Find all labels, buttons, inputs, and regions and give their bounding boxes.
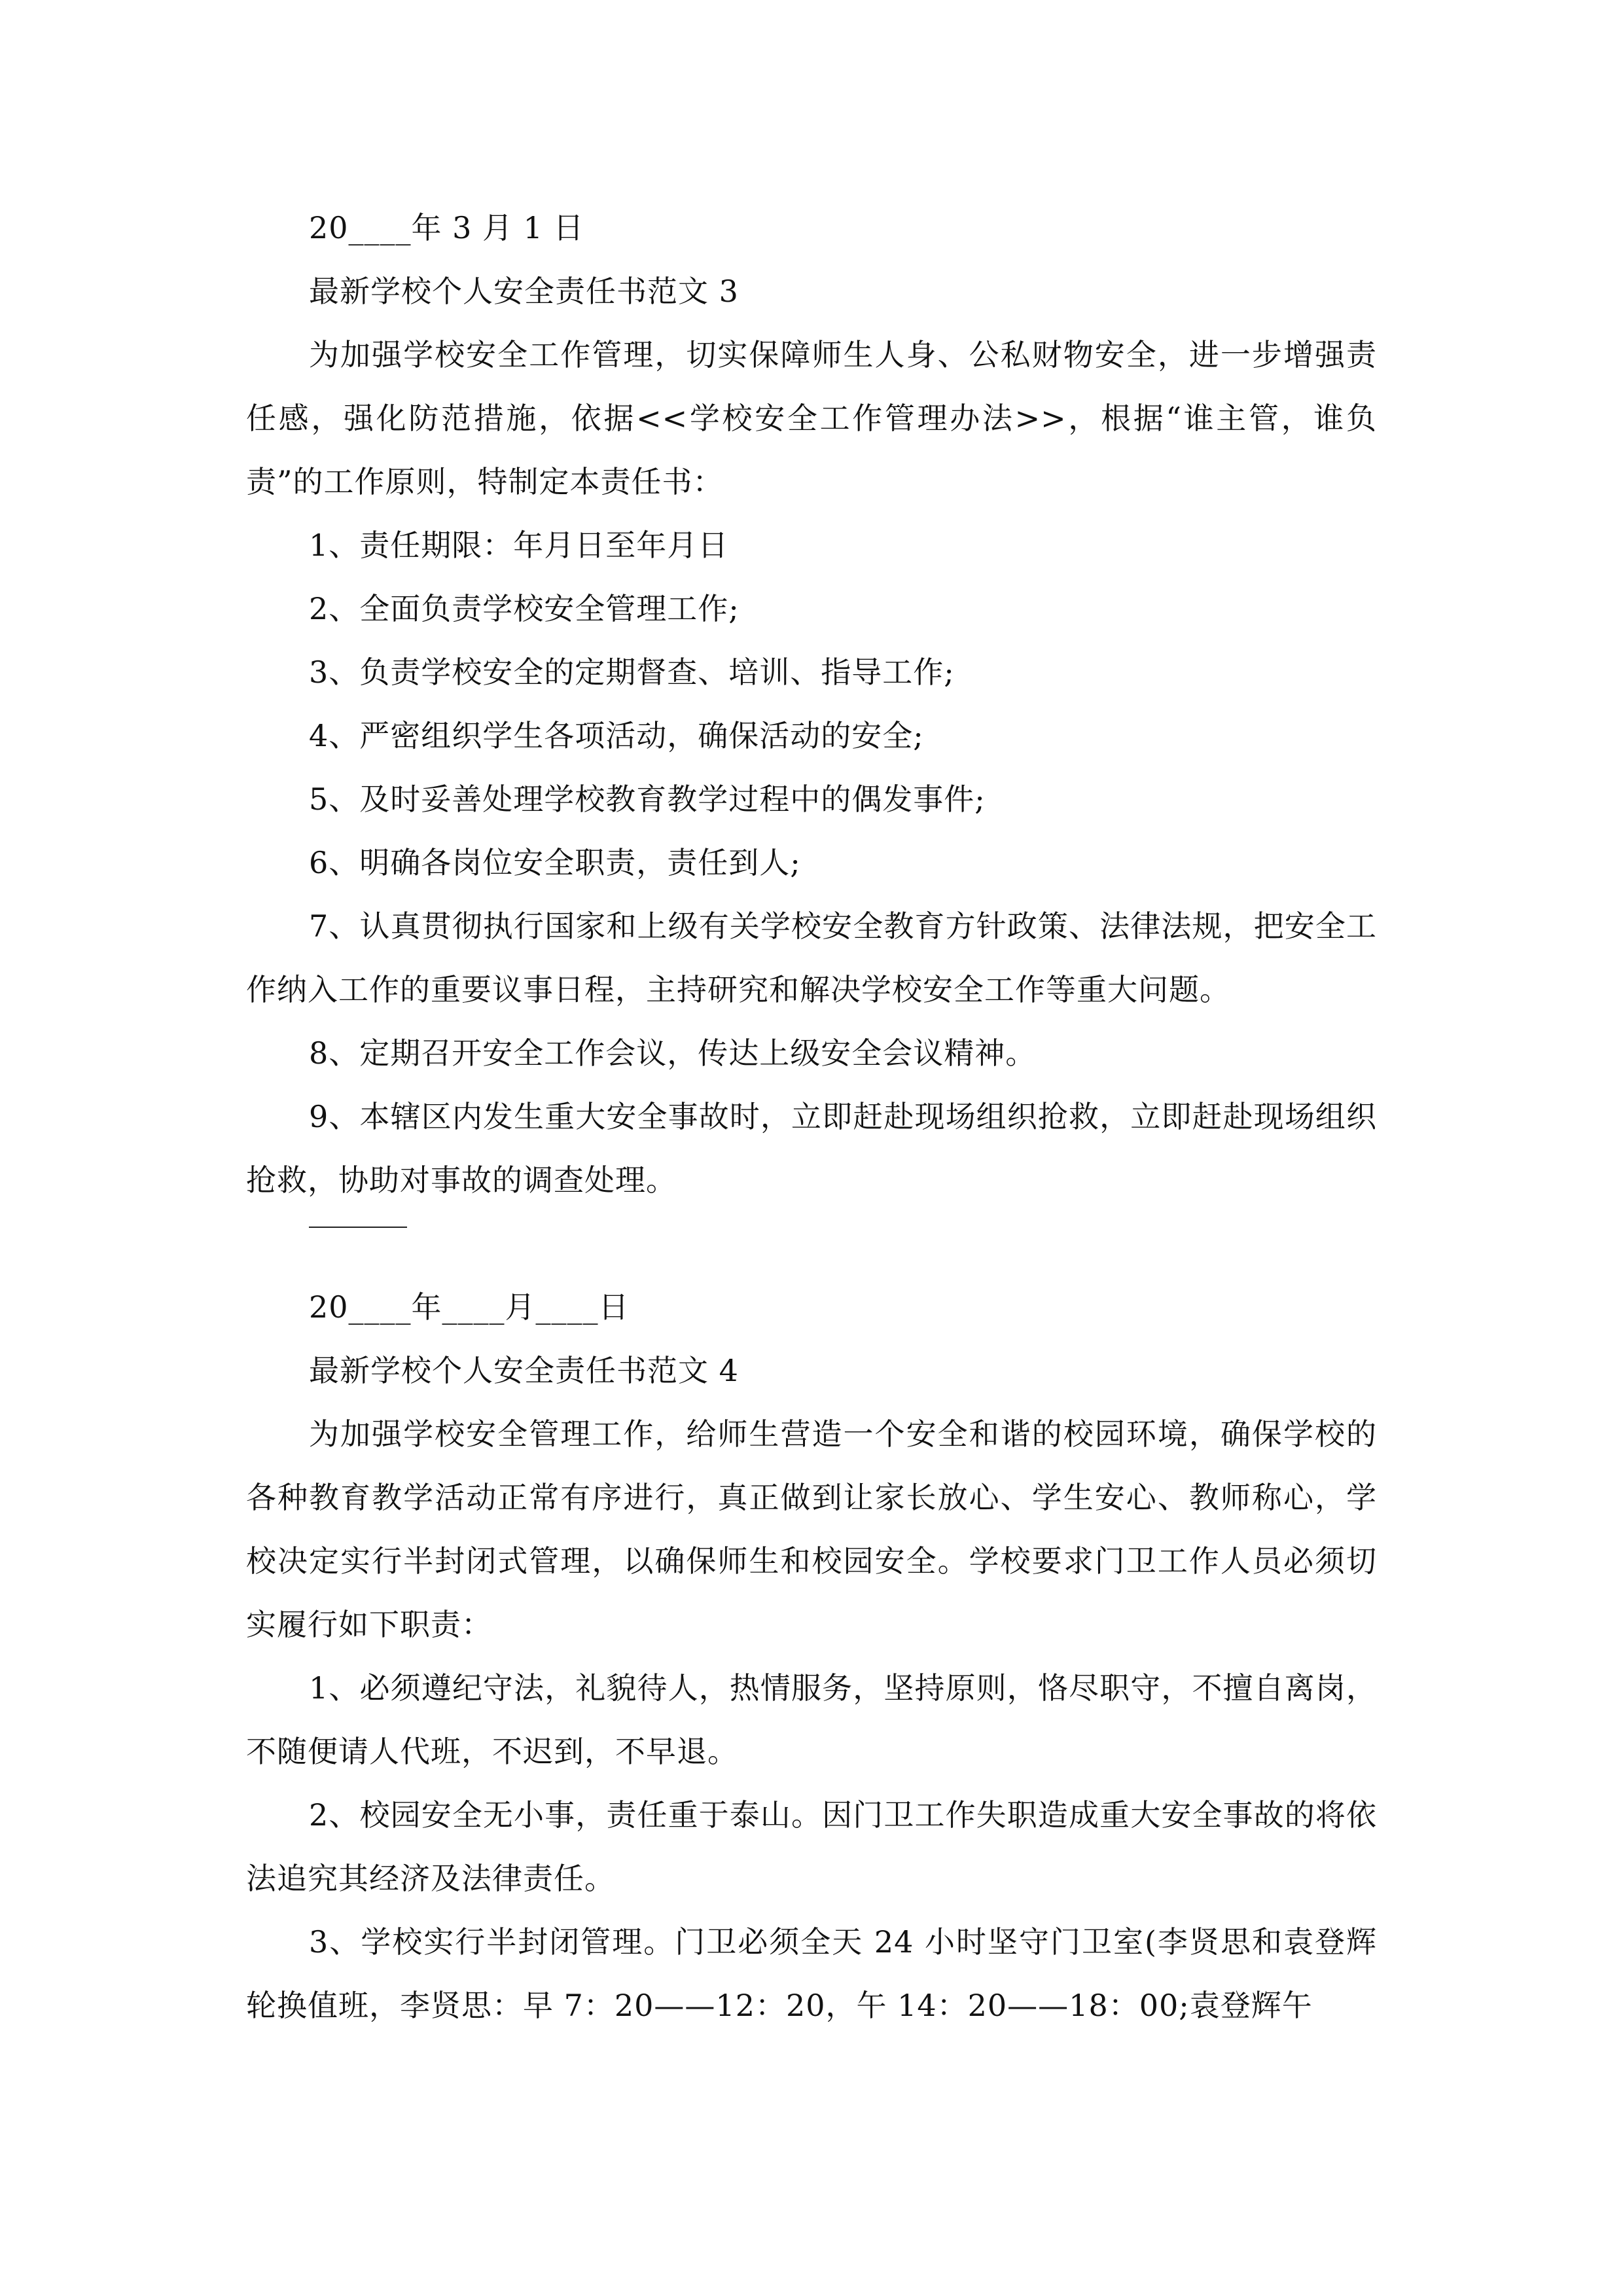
- list-item: 8、定期召开安全工作会议，传达上级安全会议精神。: [309, 1035, 1037, 1071]
- signature-divider: [246, 1212, 1377, 1276]
- divider-line: [309, 1227, 407, 1228]
- paragraph: 为加强学校安全工作管理，切实保障师生人身、公私财物安全，进一步增强责任感，强化防范措施，依据<<学校安全工作管理办法>>，根据“谁主管，谁负责”的工作原则，特制定本责任书：: [246, 337, 1377, 499]
- list-item: 1、责任期限：年月日至年月日: [309, 528, 729, 563]
- date-line: 20____年 3 月 1 日: [309, 210, 584, 245]
- list-item: 7、认真贯彻执行国家和上级有关学校安全教育方针政策、法律法规，把安全工作纳入工作的重要议事日程，主持研究和解决学校安全工作等重大问题。: [246, 908, 1377, 1007]
- section-title: 最新学校个人安全责任书范文 3: [309, 274, 739, 309]
- list-item: 5、及时妥善处理学校教育教学过程中的偶发事件;: [309, 781, 986, 817]
- list-item: 3、学校实行半封闭管理。门卫必须全天 24 小时坚守门卫室(李贤思和袁登辉轮换值班，李贤思：早 7：20——12：20，午 14：20——18：00;袁登辉午: [246, 1924, 1377, 2023]
- list-item: 3、负责学校安全的定期督查、培训、指导工作;: [309, 655, 955, 690]
- list-item: 2、校园安全无小事，责任重于泰山。因门卫工作失职造成重大安全事故的将依法追究其经济及法律责任。: [246, 1797, 1377, 1896]
- paragraph: 为加强学校安全管理工作，给师生营造一个安全和谐的校园环境，确保学校的各种教育教学活动正常有序进行，真正做到让家长放心、学生安心、教师称心，学校决定实行半封闭式管理，以确保师生和校园安全。学校要求门卫工作人员必须切实履行如下职责：: [246, 1416, 1377, 1642]
- section-title: 最新学校个人安全责任书范文 4: [309, 1353, 739, 1388]
- list-item: 4、严密组织学生各项活动，确保活动的安全;: [309, 718, 924, 753]
- date-line: 20____年____月____日: [309, 1289, 630, 1325]
- list-item: 2、全面负责学校安全管理工作;: [309, 591, 740, 626]
- list-item: 1、必须遵纪守法，礼貌待人，热情服务，坚持原则，恪尽职守，不擅自离岗，不随便请人代班，不迟到，不早退。: [246, 1670, 1377, 1769]
- document-body: [246, 196, 1377, 2037]
- list-item: 9、本辖区内发生重大安全事故时，立即赶赴现场组织抢救，立即赶赴现场组织抢救，协助对事故的调查处理。: [246, 1099, 1377, 1198]
- list-item: 6、明确各岗位安全职责，责任到人;: [309, 845, 801, 880]
